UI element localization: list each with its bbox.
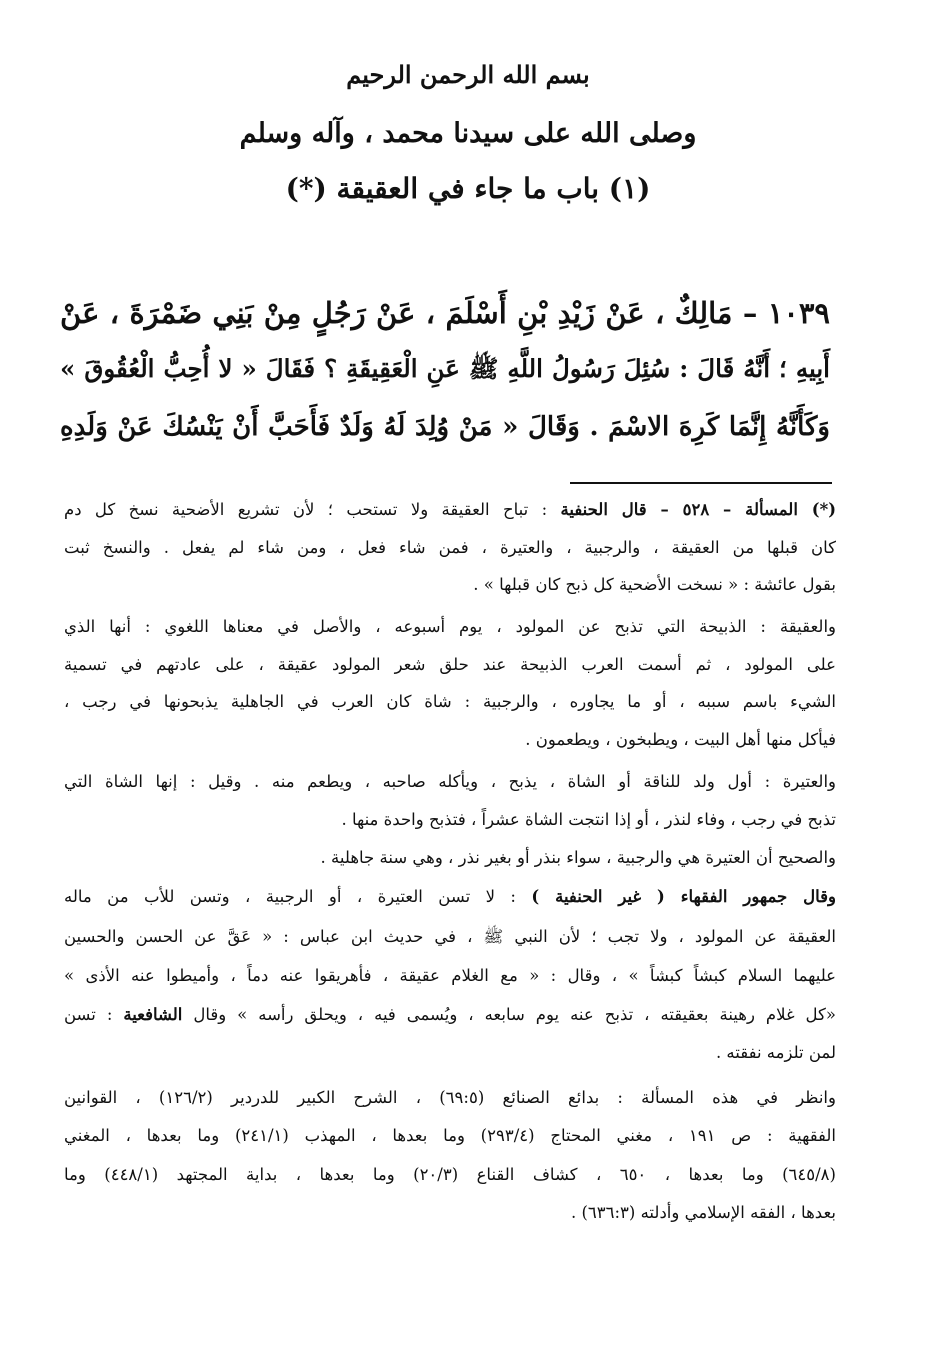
footnote-line-15: لمن تلزمه نفقته .	[715, 1043, 836, 1062]
footnote-line-10: والصحيح أن العتيرة هي والرجبية ، سواء بنذر أو بغير نذر ، وهي سنة جاهلية .	[320, 848, 836, 867]
footnote-heading: (*) المسألة – ٥٢٨ – قال الحنفية	[560, 500, 837, 519]
footnote-line-14	[64, 1005, 836, 1024]
footnote-line-1-text: : تباح العقيقة ولا تستحب ؛ لأن تشريع الأضحية نسخ كل دم	[64, 500, 561, 519]
footnote-line-11-text: : لا تسن العتيرة ، أو الرجبية ، وتسن للأب من ماله	[64, 887, 532, 906]
majority-jurists-label: وقال جمهور الفقهاء ( غير الحنفية )	[531, 887, 836, 906]
footnote-line-3: بقول عائشة : « نسخت الأضحية كل ذبح كان قبلها » .	[473, 575, 836, 594]
footnote-line-12: العقيقة عن المولود ، ولا تجب ؛ لأن النبي ﷺ ، في حديث ابن عباس : « عَقَّ عن الحسن والحسين	[64, 927, 836, 946]
footnote-line-19: بعدها ، الفقه الإسلامي وأدلته (٦٣٦:٣) .	[570, 1203, 836, 1222]
footnote-line-14-text-a: «كل غلام رهينة بعقيقته ، تذبح عنه يوم سابعه ، ويُسمى فيه ، ويحلق رأسه » وقال	[182, 1005, 836, 1024]
hadith-line-3: وَكَأَنَّهُ إِنَّمَا كَرِهَ الاسْمَ . وَقَالَ « مَنْ وُلِدَ لَهُ وَلَدٌ فَأَحَبَّ أَنْ يَنْسُكَ عَنْ وَلَدِهِ	[60, 412, 830, 442]
footnote-line-13: عليهما السلام كبشاً كبشاً » ، وقال : « مع الغلام عقيقة ، فأهريقوا عنه دماً ، وأميطوا عنه الأذى »	[64, 966, 836, 985]
footnote-line-2: كان قبلها من العقيقة ، والرجبية ، والعتيرة ، فمن شاء فعل ، ومن شاء لم يفعل . والنسخ ثبت	[64, 538, 836, 557]
footnote-line-16: وانظر في هذه المسألة : بدائع الصنائع (٦٩:٥) ، الشرح الكبير للدردير (١٢٦/٢) ، القوانين	[64, 1088, 836, 1107]
footnote-line-1	[64, 500, 836, 519]
footnote-line-4: والعقيقة : الذبيحة التي تذبح عن المولود ، يوم أسبوعه ، والأصل في معناها اللغوي : أنها الذي	[64, 617, 836, 636]
footnote-line-9: تذبح في رجب ، وفاء لنذر ، أو إذا انتجت الشاة عشراً ، فتذبح واحدة منها .	[341, 810, 836, 829]
chapter-title: (١) باب ما جاء في العقيقة (*)	[285, 172, 651, 205]
footnote-line-6: الشيء باسم سببه ، أو ما يجاوره ، والرجبية : شاة كان العرب في الجاهلية يذبحونها في رجب ،	[64, 692, 836, 711]
footnote-line-7: فيأكل منها أهل البيت ، ويطبخون ، ويطعمون .	[525, 730, 836, 749]
shafii-label: الشافعية	[123, 1005, 183, 1024]
footnote-divider	[570, 482, 832, 484]
footnote-line-18: (٦٤٥/٨) وما بعدها ، ٦٥٠ ، كشاف القناع (٢٠/٣) وما بعدها ، بداية المجتهد (٤٤٨/١) وما	[64, 1165, 836, 1184]
footnote-line-8: والعتيرة : أول ولد للناقة أو الشاة ، يذبح ، ويأكله صاحبه ، ويطعم منه . وقيل : إنها الشاة التي	[64, 772, 836, 791]
salawat-heading: وصلى الله على سيدنا محمد ، وآله وسلم	[239, 118, 697, 149]
hadith-line-1: ١٠٣٩ – مَالِكٌ ، عَنْ زَيْدِ بْنِ أَسْلَمَ ، عَنْ رَجُلٍ مِنْ بَنِي ضَمْرَةَ ، عَنْ	[60, 296, 830, 330]
hadith-line-2: أَبِيهِ ؛ أَنَّهُ قَالَ : سُئِلَ رَسُولُ اللَّهِ ﷺ عَنِ الْعَقِيقَةِ ؟ فَقَالَ « لا أُحِبُّ الْعُقُوقَ »	[60, 354, 830, 383]
footnote-line-5: على المولود ، ثم أسمت العرب الذبيحة عند حلق شعر المولود عقيقة ، على عادتهم في تسمية	[64, 655, 836, 674]
footnote-line-14-text-b: : تسن	[64, 1005, 124, 1024]
footnote-line-17: الفقهية : ص ١٩١ ، مغني المحتاج (٢٩٣/٤) وما بعدها ، المهذب (٢٤١/١) وما بعدها ، المغني	[64, 1126, 837, 1145]
basmala-heading: بسم الله الرحمن الرحيم	[346, 60, 590, 89]
footnote-line-11	[64, 887, 836, 906]
